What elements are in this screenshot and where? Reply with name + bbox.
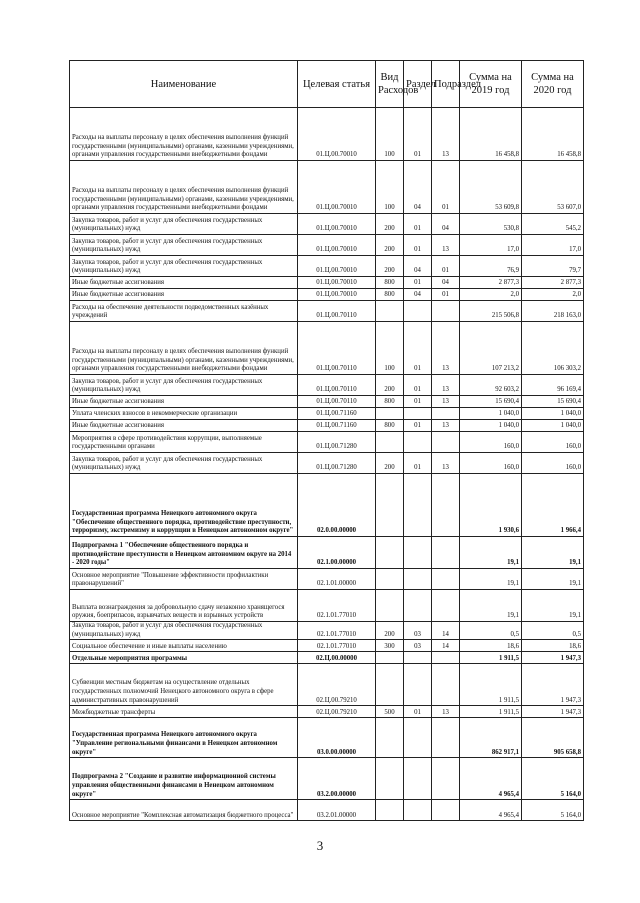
row-subsection: 13 xyxy=(432,706,460,718)
row-name: Государственная программа Ненецкого автономного округа "Обеспечение общественного порядка, противодействие преступности, терроризму, экстремизму и коррупции в Ненецком автономном округе" xyxy=(70,474,298,537)
row-target-article: 01.Ц.00.70110 xyxy=(298,375,376,396)
row-sum-2019: 15 690,4 xyxy=(460,396,522,408)
table-row xyxy=(70,718,584,758)
row-subsection: 13 xyxy=(432,420,460,432)
table-row xyxy=(70,408,584,420)
row-section xyxy=(404,652,432,664)
table-row xyxy=(70,652,584,664)
row-name: Расходы на выплаты персоналу в целях обеспечения выполнения функций государственными (муниципальными) органами, казенными учреждениями, органами управления государственными внебюджетными фондами xyxy=(70,322,298,375)
row-target-article: 01.Ц.00.71280 xyxy=(298,432,376,453)
row-section xyxy=(404,590,432,622)
row-target-article: 02.Ц.00.00000 xyxy=(298,652,376,664)
row-section: 01 xyxy=(404,108,432,161)
row-section: 01 xyxy=(404,375,432,396)
row-subsection xyxy=(432,537,460,569)
row-subsection: 04 xyxy=(432,277,460,289)
row-target-article: 01.Ц.00.70110 xyxy=(298,322,376,375)
row-name: Иные бюджетные ассигнования xyxy=(70,420,298,432)
row-subsection: 13 xyxy=(432,453,460,474)
row-section: 04 xyxy=(404,161,432,214)
row-name: Выплата вознаграждения за добровольную сдачу незаконно хранящегося оружия, боеприпасов, взрывчатых веществ и взрывных устройств xyxy=(70,590,298,622)
row-sum-2019: 530,8 xyxy=(460,214,522,235)
row-target-article: 02.1.01.77010 xyxy=(298,622,376,640)
table-row xyxy=(70,289,584,301)
row-section xyxy=(404,664,432,706)
row-expense-type xyxy=(376,432,404,453)
row-sum-2020: 79,7 xyxy=(522,256,584,277)
row-name: Основное мероприятие "Повышение эффективности профилактики правонарушений" xyxy=(70,569,298,590)
row-expense-type xyxy=(376,800,404,821)
row-sum-2019: 1 040,0 xyxy=(460,420,522,432)
row-subsection: 13 xyxy=(432,322,460,375)
row-target-article: 01.Ц.00.70010 xyxy=(298,161,376,214)
row-expense-type: 500 xyxy=(376,706,404,718)
row-section: 04 xyxy=(404,289,432,301)
row-name: Иные бюджетные ассигнования xyxy=(70,277,298,289)
row-target-article: 01.Ц.00.70010 xyxy=(298,214,376,235)
row-sum-2019: 19,1 xyxy=(460,537,522,569)
row-sum-2019: 4 965,4 xyxy=(460,758,522,800)
row-sum-2019: 1 911,5 xyxy=(460,706,522,718)
header-subsection: Подраздел xyxy=(432,61,460,108)
row-sum-2019: 76,9 xyxy=(460,256,522,277)
row-name: Закупка товаров, работ и услуг для обеспечения государственных (муниципальных) нужд xyxy=(70,214,298,235)
row-section: 03 xyxy=(404,640,432,652)
row-target-article: 01.Ц.00.70010 xyxy=(298,289,376,301)
row-name: Социальное обеспечение и иные выплаты населению xyxy=(70,640,298,652)
row-expense-type xyxy=(376,590,404,622)
row-target-article: 01.Ц.00.71160 xyxy=(298,420,376,432)
row-subsection xyxy=(432,432,460,453)
row-target-article: 02.1.01.00000 xyxy=(298,569,376,590)
row-name: Основное мероприятие "Комплексная автоматизация бюджетного процесса" xyxy=(70,800,298,821)
row-sum-2020: 17,0 xyxy=(522,235,584,256)
row-sum-2019: 18,6 xyxy=(460,640,522,652)
row-expense-type: 800 xyxy=(376,277,404,289)
row-sum-2019: 107 213,2 xyxy=(460,322,522,375)
row-target-article: 02.0.00.00000 xyxy=(298,474,376,537)
row-name: Закупка товаров, работ и услуг для обеспечения государственных (муниципальных) нужд xyxy=(70,256,298,277)
row-expense-type: 100 xyxy=(376,322,404,375)
row-expense-type: 200 xyxy=(376,375,404,396)
row-subsection: 13 xyxy=(432,396,460,408)
row-section: 01 xyxy=(404,396,432,408)
row-target-article: 02.1.01.77010 xyxy=(298,640,376,652)
table-row xyxy=(70,277,584,289)
row-sum-2019: 1 040,0 xyxy=(460,408,522,420)
row-name: Расходы на обеспечение деятельности подведомственных казённых учреждений xyxy=(70,301,298,322)
row-expense-type xyxy=(376,758,404,800)
table-row xyxy=(70,214,584,235)
row-subsection: 04 xyxy=(432,214,460,235)
row-target-article: 01.Ц.00.70110 xyxy=(298,396,376,408)
row-name: Расходы на выплаты персоналу в целях обеспечения выполнения функций государственными (муниципальными) органами, казенными учреждениями, органами управления государственными внебюджетными фондами xyxy=(70,108,298,161)
row-name: Подпрограмма 1 "Обеспечение общественного порядка и противодействие преступности в Ненецком автономном округе на 2014 - 2020 годы" xyxy=(70,537,298,569)
row-section: 01 xyxy=(404,706,432,718)
row-subsection xyxy=(432,474,460,537)
row-expense-type: 800 xyxy=(376,289,404,301)
row-section xyxy=(404,432,432,453)
row-subsection xyxy=(432,718,460,758)
row-name: Государственная программа Ненецкого автономного округа "Управление региональными финансами в Ненецком автономном округе" xyxy=(70,718,298,758)
table-row xyxy=(70,453,584,474)
row-section xyxy=(404,569,432,590)
row-sum-2019: 2 877,3 xyxy=(460,277,522,289)
row-sum-2019: 1 911,5 xyxy=(460,664,522,706)
row-subsection xyxy=(432,590,460,622)
row-expense-type xyxy=(376,474,404,537)
row-sum-2020: 1 947,3 xyxy=(522,706,584,718)
table-row xyxy=(70,108,584,161)
row-sum-2020: 19,1 xyxy=(522,590,584,622)
table-row xyxy=(70,301,584,322)
row-expense-type xyxy=(376,408,404,420)
header-expense-type: Вид Расходов xyxy=(376,61,404,108)
row-section: 01 xyxy=(404,453,432,474)
row-name: Закупка товаров, работ и услуг для обеспечения государственных (муниципальных) нужд xyxy=(70,235,298,256)
row-section xyxy=(404,800,432,821)
row-sum-2020: 19,1 xyxy=(522,537,584,569)
row-sum-2020: 545,2 xyxy=(522,214,584,235)
row-subsection: 01 xyxy=(432,161,460,214)
row-section: 03 xyxy=(404,622,432,640)
row-section: 04 xyxy=(404,256,432,277)
table-header-row xyxy=(70,61,584,108)
row-target-article: 02.1.01.77010 xyxy=(298,590,376,622)
row-sum-2020: 160,0 xyxy=(522,453,584,474)
row-name: Расходы на выплаты персоналу в целях обеспечения выполнения функций государственными (муниципальными) органами, казенными учреждениями, органами управления государственными внебюджетными фондами xyxy=(70,161,298,214)
row-target-article: 02.Ц.00.79210 xyxy=(298,664,376,706)
row-subsection: 14 xyxy=(432,640,460,652)
row-subsection xyxy=(432,758,460,800)
row-sum-2019: 160,0 xyxy=(460,432,522,453)
row-name: Уплата членских взносов в некоммерческие организации xyxy=(70,408,298,420)
row-sum-2019: 17,0 xyxy=(460,235,522,256)
row-section: 01 xyxy=(404,214,432,235)
table-row xyxy=(70,800,584,821)
row-target-article: 02.Ц.00.79210 xyxy=(298,706,376,718)
row-name: Мероприятия в сфере противодействия коррупции, выполняемые государственными органами xyxy=(70,432,298,453)
table-row xyxy=(70,640,584,652)
row-sum-2019: 215 506,8 xyxy=(460,301,522,322)
row-target-article: 02.1.00.00000 xyxy=(298,537,376,569)
row-sum-2020: 53 607,0 xyxy=(522,161,584,214)
row-sum-2019: 862 917,1 xyxy=(460,718,522,758)
table-body xyxy=(70,108,584,821)
row-subsection: 13 xyxy=(432,375,460,396)
row-subsection: 14 xyxy=(432,622,460,640)
row-sum-2019: 53 609,8 xyxy=(460,161,522,214)
row-name: Субвенции местным бюджетам на осуществление отдельных государственных полномочий Ненецкого автономного округа в сфере административных правонарушений xyxy=(70,664,298,706)
table-row xyxy=(70,322,584,375)
row-section xyxy=(404,758,432,800)
row-sum-2020: 18,6 xyxy=(522,640,584,652)
table-row xyxy=(70,432,584,453)
table-row xyxy=(70,590,584,622)
row-name: Межбюджетные трансферты xyxy=(70,706,298,718)
row-target-article: 01.Ц.00.71280 xyxy=(298,453,376,474)
row-target-article: 03.2.00.00000 xyxy=(298,758,376,800)
row-sum-2020: 2,0 xyxy=(522,289,584,301)
row-sum-2020: 1 040,0 xyxy=(522,420,584,432)
row-expense-type xyxy=(376,664,404,706)
row-target-article: 01.Ц.00.71160 xyxy=(298,408,376,420)
row-section xyxy=(404,718,432,758)
row-sum-2020: 160,0 xyxy=(522,432,584,453)
row-sum-2019: 1 911,5 xyxy=(460,652,522,664)
row-sum-2019: 16 458,8 xyxy=(460,108,522,161)
row-subsection: 13 xyxy=(432,235,460,256)
row-subsection xyxy=(432,664,460,706)
header-sum-2019: Сумма на 2019 год xyxy=(460,61,522,108)
row-target-article: 03.2.01.00000 xyxy=(298,800,376,821)
row-sum-2020: 5 164,0 xyxy=(522,800,584,821)
table-row xyxy=(70,256,584,277)
row-expense-type: 200 xyxy=(376,622,404,640)
table-row xyxy=(70,161,584,214)
row-sum-2019: 19,1 xyxy=(460,569,522,590)
row-target-article: 03.0.00.00000 xyxy=(298,718,376,758)
table-row xyxy=(70,569,584,590)
row-section: 01 xyxy=(404,420,432,432)
table-row xyxy=(70,664,584,706)
row-target-article: 01.Ц.00.70110 xyxy=(298,301,376,322)
row-subsection: 13 xyxy=(432,108,460,161)
row-subsection xyxy=(432,408,460,420)
row-sum-2020: 106 303,2 xyxy=(522,322,584,375)
table-row xyxy=(70,537,584,569)
row-expense-type: 800 xyxy=(376,396,404,408)
row-subsection: 01 xyxy=(432,256,460,277)
table-row xyxy=(70,758,584,800)
row-sum-2019: 0,5 xyxy=(460,622,522,640)
row-expense-type: 200 xyxy=(376,453,404,474)
header-sum-2020: Сумма на 2020 год xyxy=(522,61,584,108)
row-sum-2020: 1 040,0 xyxy=(522,408,584,420)
row-target-article: 01.Ц.00.70010 xyxy=(298,108,376,161)
row-expense-type: 800 xyxy=(376,420,404,432)
row-name: Закупка товаров, работ и услуг для обеспечения государственных (муниципальных) нужд xyxy=(70,622,298,640)
header-section: Раздел xyxy=(404,61,432,108)
row-sum-2020: 1 947,3 xyxy=(522,664,584,706)
row-expense-type xyxy=(376,652,404,664)
row-subsection xyxy=(432,800,460,821)
header-target-article: Целевая статья xyxy=(298,61,376,108)
row-name: Закупка товаров, работ и услуг для обеспечения государственных (муниципальных) нужд xyxy=(70,453,298,474)
row-target-article: 01.Ц.00.70010 xyxy=(298,277,376,289)
row-name: Иные бюджетные ассигнования xyxy=(70,289,298,301)
row-subsection xyxy=(432,301,460,322)
row-subsection: 01 xyxy=(432,289,460,301)
row-target-article: 01.Ц.00.70010 xyxy=(298,235,376,256)
row-sum-2020: 96 169,4 xyxy=(522,375,584,396)
row-sum-2019: 2,0 xyxy=(460,289,522,301)
row-section xyxy=(404,537,432,569)
row-name: Отдельные мероприятия программы xyxy=(70,652,298,664)
row-expense-type: 200 xyxy=(376,256,404,277)
budget-table xyxy=(69,60,584,821)
row-expense-type: 200 xyxy=(376,235,404,256)
row-sum-2020: 2 877,3 xyxy=(522,277,584,289)
row-sum-2019: 92 603,2 xyxy=(460,375,522,396)
row-name: Закупка товаров, работ и услуг для обеспечения государственных (муниципальных) нужд xyxy=(70,375,298,396)
table-row xyxy=(70,235,584,256)
row-subsection xyxy=(432,652,460,664)
table-row xyxy=(70,420,584,432)
row-section: 01 xyxy=(404,235,432,256)
row-name: Иные бюджетные ассигнования xyxy=(70,396,298,408)
row-section: 01 xyxy=(404,277,432,289)
row-expense-type xyxy=(376,569,404,590)
row-sum-2020: 16 458,8 xyxy=(522,108,584,161)
table-row xyxy=(70,706,584,718)
table-row xyxy=(70,474,584,537)
row-sum-2019: 4 965,4 xyxy=(460,800,522,821)
row-sum-2020: 0,5 xyxy=(522,622,584,640)
page-number: 3 xyxy=(316,838,324,853)
row-sum-2020: 1 966,4 xyxy=(522,474,584,537)
row-name: Подпрограмма 2 "Создание и развитие информационной системы управления общественными финансами в Ненецком автономном округе" xyxy=(70,758,298,800)
row-target-article: 01.Ц.00.70010 xyxy=(298,256,376,277)
row-section: 01 xyxy=(404,322,432,375)
row-sum-2019: 160,0 xyxy=(460,453,522,474)
row-sum-2019: 19,1 xyxy=(460,590,522,622)
row-expense-type: 100 xyxy=(376,108,404,161)
row-expense-type: 300 xyxy=(376,640,404,652)
row-sum-2020: 1 947,3 xyxy=(522,652,584,664)
row-section xyxy=(404,474,432,537)
header-name: Наименование xyxy=(70,61,298,108)
table-row xyxy=(70,396,584,408)
row-sum-2019: 1 930,6 xyxy=(460,474,522,537)
row-section xyxy=(404,408,432,420)
row-sum-2020: 5 164,0 xyxy=(522,758,584,800)
row-sum-2020: 905 658,8 xyxy=(522,718,584,758)
row-expense-type: 200 xyxy=(376,214,404,235)
row-expense-type xyxy=(376,718,404,758)
row-section xyxy=(404,301,432,322)
row-sum-2020: 15 690,4 xyxy=(522,396,584,408)
table-row xyxy=(70,375,584,396)
row-expense-type: 100 xyxy=(376,161,404,214)
row-expense-type xyxy=(376,301,404,322)
row-subsection xyxy=(432,569,460,590)
row-expense-type xyxy=(376,537,404,569)
row-sum-2020: 19,1 xyxy=(522,569,584,590)
table-row xyxy=(70,622,584,640)
row-sum-2020: 218 163,0 xyxy=(522,301,584,322)
